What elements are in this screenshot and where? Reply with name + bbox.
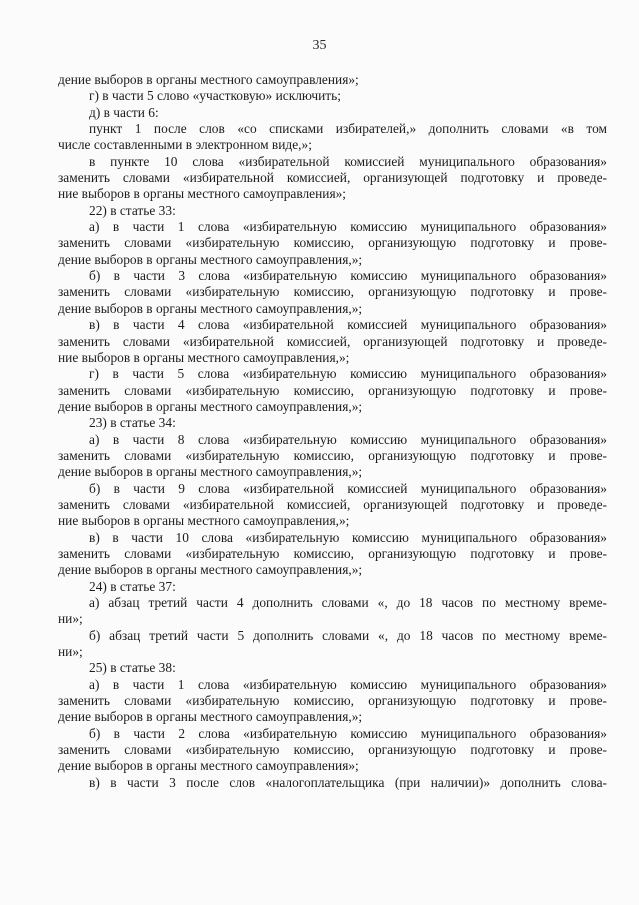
text-line: заменить словами «избирательной комиссией, организующей подготовку и проведе- <box>58 333 607 349</box>
text-line: 22) в статье 33: <box>89 202 176 218</box>
text-line: заменить словами «избирательной комиссией, организующей подготовку и проведе- <box>58 496 607 512</box>
text-line: г) в части 5 слова «избирательную комиссию муниципального образования» <box>89 366 607 382</box>
text-line: заменить словами «избирательную комиссию, организующую подготовку и прове- <box>58 545 607 561</box>
text-line: заменить словами «избирательную комиссию, организующую подготовку и прове- <box>58 284 607 300</box>
page-number: 35 <box>312 38 327 53</box>
text-line: дение выборов в органы местного самоуправления,»; <box>58 251 363 267</box>
text-line: заменить словами «избирательную комиссию, организующую подготовку и прове- <box>58 382 607 398</box>
text-line: заменить словами «избирательную комиссию, организующую подготовку и прове- <box>58 693 607 709</box>
text-line: а) в части 8 слова «избирательную комиссию муниципального образования» <box>89 431 607 447</box>
text-line: г) в части 5 слово «участковую» исключить; <box>89 88 341 104</box>
text-line: ние выборов в органы местного самоуправления»; <box>58 186 347 202</box>
text-line: б) абзац третий части 5 дополнить словами «, до 18 часов по местному време- <box>89 627 607 643</box>
text-line: дение выборов в органы местного самоуправления,»; <box>58 300 363 316</box>
text-line: ни»; <box>58 611 83 627</box>
text-line: в пункте 10 слова «избирательной комиссией муниципального образования» <box>89 153 607 169</box>
text-line: 24) в статье 37: <box>89 578 176 594</box>
text-line: ние выборов в органы местного самоуправления,»; <box>58 513 350 529</box>
text-line: а) в части 1 слова «избирательную комиссию муниципального образования» <box>89 219 607 235</box>
text-line: дение выборов в органы местного самоуправления»; <box>58 72 359 87</box>
text-line: б) в части 9 слова «избирательной комиссией муниципального образования» <box>89 480 607 496</box>
text-line: б) в части 2 слова «избирательную комиссию муниципального образования» <box>89 725 607 741</box>
text-line: в) в части 10 слова «избирательную комиссию муниципального образования» <box>89 529 607 545</box>
document-body <box>58 72 607 791</box>
text-line: дение выборов в органы местного самоуправления,»; <box>58 709 363 725</box>
text-line: дение выборов в органы местного самоуправления,»; <box>58 464 363 480</box>
text-line: д) в части 6: <box>89 104 159 120</box>
text-line: ние выборов в органы местного самоуправления,»; <box>58 349 350 365</box>
text-line: заменить словами «избирательной комиссией, организующей подготовку и проведе- <box>58 170 607 186</box>
text-line: пункт 1 после слов «со списками избирателей,» дополнить словами «в том <box>89 121 607 137</box>
text-line: заменить словами «избирательную комиссию, организующую подготовку и прове- <box>58 235 607 251</box>
text-line: в) в части 4 слова «избирательной комиссией муниципального образования» <box>89 317 607 333</box>
text-line: б) в части 3 слова «избирательную комиссию муниципального образования» <box>89 268 607 284</box>
text-line: ни»; <box>58 644 83 660</box>
text-line: а) абзац третий части 4 дополнить словами «, до 18 часов по местному време- <box>89 595 607 610</box>
text-line: 23) в статье 34: <box>89 415 176 431</box>
text-line: дение выборов в органы местного самоуправления,»; <box>58 398 363 414</box>
text-line: 25) в статье 38: <box>89 660 176 676</box>
text-line: в) в части 3 после слов «налогоплательщика (при наличии)» дополнить слова- <box>89 774 607 790</box>
text-line: числе составленными в электронном виде,»; <box>58 137 312 153</box>
text-line: а) в части 1 слова «избирательную комиссию муниципального образования» <box>89 676 607 692</box>
text-line: заменить словами «избирательную комиссию, организующую подготовку и прове- <box>58 742 607 758</box>
text-line: дение выборов в органы местного самоуправления»; <box>58 758 359 774</box>
text-line: дение выборов в органы местного самоуправления,»; <box>58 562 363 578</box>
text-line: заменить словами «избирательную комиссию, организующую подготовку и прове- <box>58 447 607 463</box>
